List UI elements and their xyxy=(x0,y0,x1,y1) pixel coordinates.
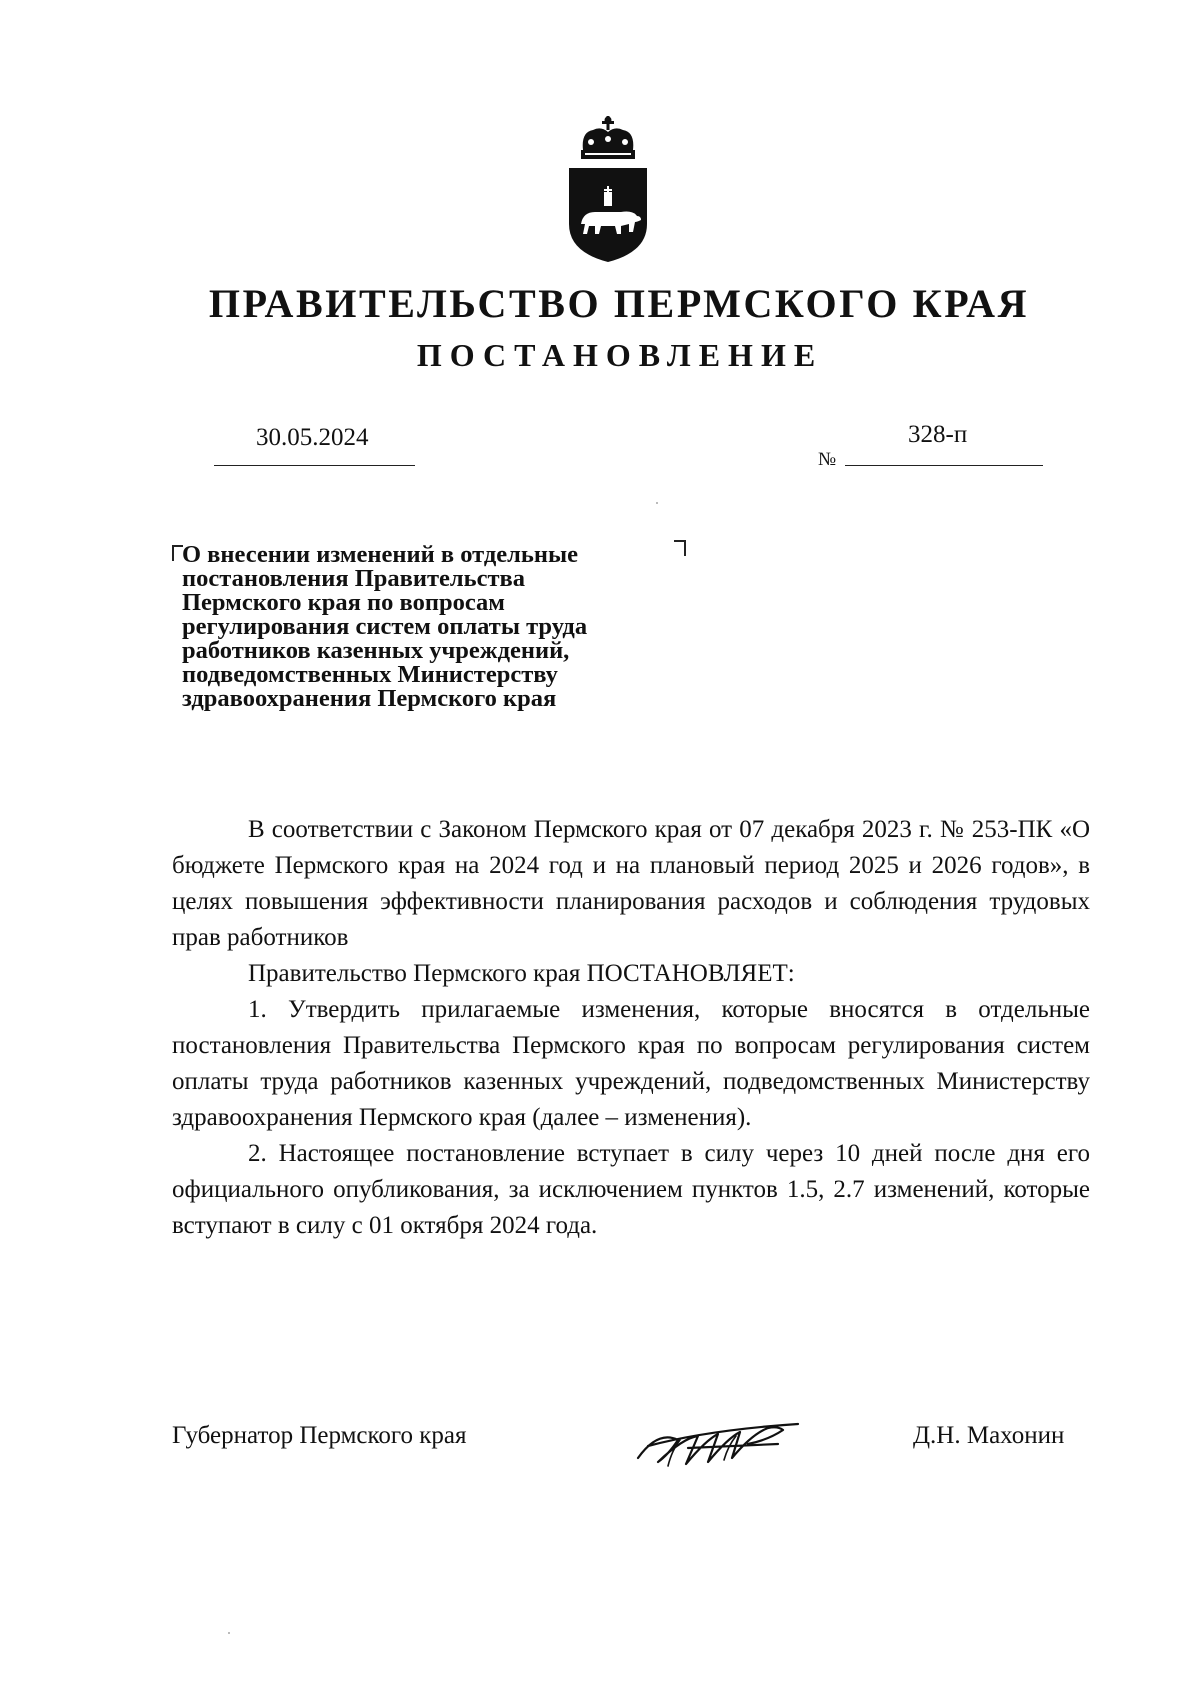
subject-line: работников казенных учреждений, xyxy=(182,637,570,664)
subject-line: постановления Правительства xyxy=(182,565,525,592)
document-type-heading: ПОСТАНОВЛЕНИЕ xyxy=(416,337,824,373)
document-subject xyxy=(182,543,702,711)
subject-line: здравоохранения Пермского края xyxy=(182,685,557,712)
signatory-name: Д.Н. Махонин xyxy=(913,1422,1065,1449)
signatory-title: Губернатор Пермского края xyxy=(172,1422,467,1449)
document-date: 30.05.2024 xyxy=(256,424,369,451)
date-underline xyxy=(214,465,415,466)
number-underline xyxy=(845,465,1043,466)
preamble-paragraph: В соответствии с Законом Пермского края от 07 декабря 2023 г. № 253-ПК «О бюджете Пермского края на 2024 год и на плановый период 2025 и 2026 годов», в целях повышения эффективности планирования расходов и соблюдения трудовых прав работников xyxy=(172,816,1090,951)
scan-speck xyxy=(656,502,658,504)
subject-line: регулирования систем оплаты труда xyxy=(182,613,588,640)
subject-line: О внесении изменений в отдельные xyxy=(182,541,578,568)
subject-line: Пермского края по вопросам xyxy=(182,589,505,616)
scan-speck xyxy=(228,1632,230,1634)
organization-title: ПРАВИТЕЛЬСТВО ПЕРМСКОГО КРАЯ xyxy=(208,281,1030,326)
number-sign: № xyxy=(818,449,837,470)
resolution-paragraph: Правительство Пермского края ПОСТАНОВЛЯЕТ: xyxy=(248,960,795,987)
handwritten-signature xyxy=(628,1400,808,1480)
document-number: 328-п xyxy=(908,421,968,448)
subject-line: подведомственных Министерству xyxy=(182,661,558,688)
coat-of-arms-emblem xyxy=(563,112,653,266)
item-1-paragraph: 1. Утвердить прилагаемые изменения, которые вносятся в отдельные постановления Правительства Пермского края по вопросам регулирования систем оплаты труда работников казенных учреждений, подведомственных Министерству здравоохранения Пермского края (далее – изменения). xyxy=(172,996,1090,1131)
item-2-paragraph: 2. Настоящее постановление вступает в силу через 10 дней после дня его официального опубликования, за исключением пунктов 1.5, 2.7 изменений, которые вступают в силу с 01 октября 2024 года. xyxy=(172,1140,1090,1239)
document-body xyxy=(172,812,1090,1244)
